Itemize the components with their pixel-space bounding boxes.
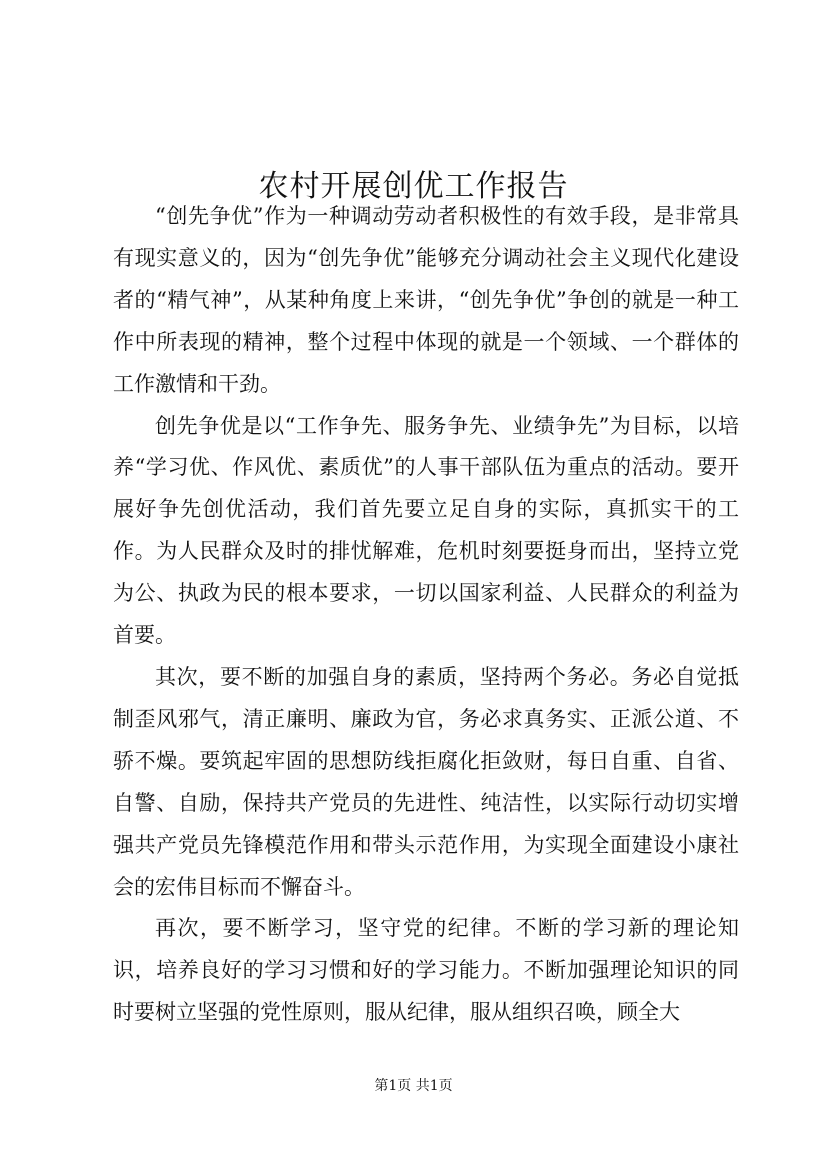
paragraph-2: 创先争优是以“工作争先、服务争先、业绩争先”为目标，以培养“学习优、作风优、素质优”的人事干部队伍为重点的活动。要开展好争先创优活动，我们首先要立足自身的实际，真抓实干的工作。为人民群众及时的排忧解难，危机时刻要挺身而出，坚持立党为公、执政为民的根本要求，一切以国家利益、人民群众的利益为首要。 bbox=[113, 413, 739, 648]
paragraph-1: “创先争优”作为一种调动劳动者积极性的有效手段，是非常具有现实意义的，因为“创先争优”能够充分调动社会主义现代化建设者的“精气神”，从某种角度上来讲，“创先争优”争创的就是一种工作中所表现的精神，整个过程中体现的就是一个领域、一个群体的工作激情和干劲。 bbox=[113, 204, 739, 396]
document-body bbox=[113, 196, 739, 1034]
page-number-footer: 第1页 共1页 bbox=[374, 1078, 453, 1094]
paragraph-4: 再次，要不断学习，坚守党的纪律。不断的学习新的理论知识，培养良好的学习习惯和好的学习能力。不断加强理论知识的同时要树立坚强的党性原则，服从纪律，服从组织召唤，顾全大 bbox=[113, 916, 739, 1025]
document-title: 农村开展创优工作报告 bbox=[258, 169, 569, 205]
paragraph-3: 其次，要不断的加强自身的素质，坚持两个务必。务必自觉抵制歪风邪气，清正廉明、廉政为官，务必求真务实、正派公道、不骄不燥。要筑起牢固的思想防线拒腐化拒敛财，每日自重、自省、自警、自励，保持共产党员的先进性、纯洁性，以实际行动切实增强共产党员先锋模范作用和带头示范作用，为实现全面建设小康社会的宏伟目标而不懈奋斗。 bbox=[113, 664, 739, 899]
